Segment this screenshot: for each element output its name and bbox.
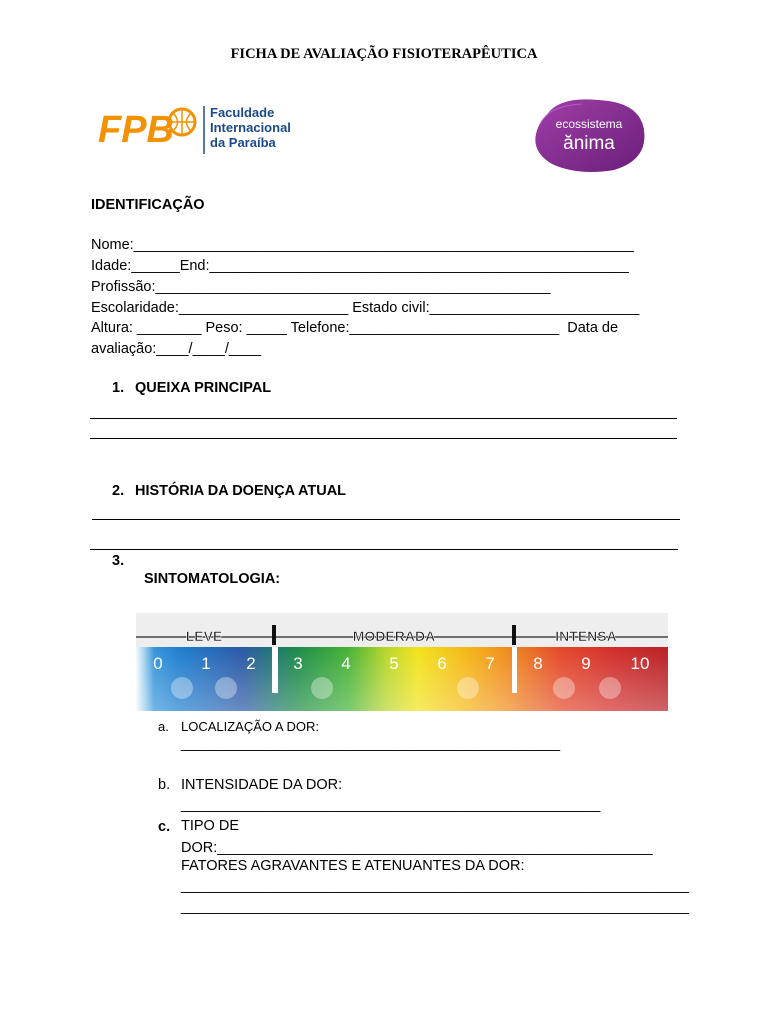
category-moderada: MODERADA [352, 628, 436, 644]
scale-number-7: 7 [485, 654, 495, 673]
section-2-title: HISTÓRIA DA DOENÇA ATUAL [135, 483, 347, 499]
identification-heading: IDENTIFICAÇÃO [91, 197, 205, 213]
anima-line-2: ănima [563, 133, 615, 154]
item-a-marker: a. [158, 719, 169, 734]
fpb-logo [92, 96, 298, 168]
historia-line-2[interactable] [90, 549, 678, 550]
anima-logo [528, 94, 650, 176]
gap-leve-moderada [272, 647, 278, 693]
scale-number-4: 4 [341, 654, 351, 673]
face-icon-0 [171, 677, 193, 699]
item-c-line-1[interactable]: _______________________________________________________________ [181, 878, 690, 894]
scale-number-0: 0 [153, 654, 163, 673]
historia-line-1[interactable] [92, 519, 680, 520]
scale-number-1: 1 [201, 654, 211, 673]
scale-number-5: 5 [389, 654, 399, 673]
scale-number-8: 8 [533, 654, 543, 673]
pain-scale [136, 613, 668, 711]
queixa-line-2[interactable] [90, 438, 677, 439]
fpb-name-line-1: Faculdade [210, 105, 275, 120]
category-intensa: INTENSA [555, 628, 617, 644]
form-title: FICHA DE AVALIAÇÃO FISIOTERAPÊUTICA [230, 46, 538, 62]
queixa-line-1[interactable] [90, 418, 677, 419]
section-1-number: 1. [112, 380, 125, 396]
scale-number-6: 6 [437, 654, 447, 673]
item-c-line-2[interactable]: _______________________________________________________________ [181, 899, 690, 915]
field-data-avaliacao[interactable]: avaliação:____/____/____ [91, 341, 262, 357]
field-nome[interactable]: Nome:______________________________________________________________ [91, 237, 634, 253]
item-b-label: INTENSIDADE DA DOR: [181, 777, 343, 793]
scale-number-9: 9 [581, 654, 591, 673]
face-icon-2 [215, 677, 237, 699]
item-c-marker: c. [158, 819, 171, 835]
item-b-line[interactable]: ____________________________________________________ [181, 797, 601, 813]
scale-number-3: 3 [293, 654, 303, 673]
item-c-label-2[interactable]: DOR:______________________________________________________ [181, 840, 653, 856]
field-idade-end[interactable]: Idade:______End:____________________________________________________ [91, 258, 629, 274]
face-icon-10 [599, 677, 621, 699]
fpb-logo-mark: FPB [98, 109, 174, 151]
field-altura-peso-telefone[interactable]: Altura: ________ Peso: _____ Telefone:__________________________ Data de [91, 320, 619, 336]
scale-number-2: 2 [246, 654, 256, 673]
category-leve: LEVE [185, 628, 223, 644]
item-c-label-3: FATORES AGRAVANTES E ATENUANTES DA DOR: [181, 858, 525, 874]
field-escolaridade-estado-civil[interactable]: Escolaridade:_____________________ Estado civil:__________________________ [91, 300, 640, 316]
face-icon-4 [311, 677, 333, 699]
scale-number-10: 10 [630, 654, 650, 673]
gap-moderada-intensa [512, 647, 517, 693]
divider-leve-moderada [272, 625, 276, 645]
fpb-name-line-3: da Paraíba [210, 135, 276, 150]
item-c-label-1: TIPO DE [181, 818, 240, 834]
face-icon-8 [553, 677, 575, 699]
section-2-number: 2. [112, 483, 125, 499]
face-icon-6 [457, 677, 479, 699]
anima-line-1: ecossistema [555, 117, 623, 131]
section-1-title: QUEIXA PRINCIPAL [135, 380, 272, 396]
section-3-title: SINTOMATOLOGIA: [144, 571, 281, 587]
item-a-label: LOCALIZAÇÃO A DOR: [181, 719, 319, 734]
field-profissao[interactable]: Profissão:_________________________________________________ [91, 279, 551, 295]
section-3-number: 3. [112, 553, 125, 569]
divider-moderada-intensa [512, 625, 516, 645]
fpb-name-line-2: Internacional [210, 120, 291, 135]
item-a-line[interactable]: _______________________________________________ [181, 736, 561, 752]
item-b-marker: b. [158, 777, 171, 793]
